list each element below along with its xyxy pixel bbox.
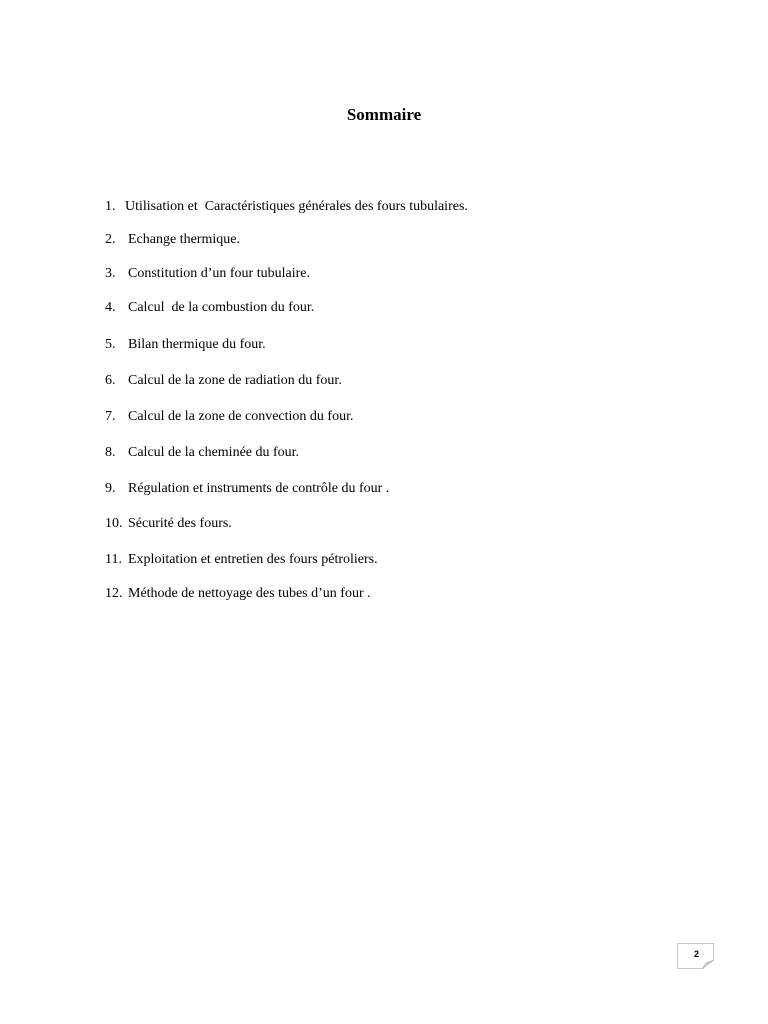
toc-item-number: 9. <box>105 481 116 496</box>
toc-item-number: 5. <box>105 337 116 352</box>
toc-item-text: Bilan thermique du four. <box>128 337 266 352</box>
page-number: 2 <box>693 949 699 959</box>
toc-item-text: Méthode de nettoyage des tubes d’un four . <box>128 586 371 601</box>
toc-item-number: 4. <box>105 300 116 315</box>
toc-item-number: 10. <box>105 516 123 531</box>
toc-item-text: Régulation et instruments de contrôle du four . <box>128 481 390 496</box>
page-title: Sommaire <box>346 105 422 124</box>
toc-item-number: 11. <box>105 552 122 567</box>
toc-item-number: 3. <box>105 266 116 281</box>
toc-item-text: Echange thermique. <box>128 232 240 247</box>
page-curl-icon <box>702 960 714 969</box>
toc-item-text: Calcul de la zone de radiation du four. <box>128 373 342 388</box>
page-number-badge <box>677 943 714 969</box>
toc-item-text: Exploitation et entretien des fours pétroliers. <box>128 552 378 567</box>
toc-item-text: Calcul de la cheminée du four. <box>128 445 300 460</box>
toc-item-text: Utilisation et Caractéristiques générales des fours tubulaires. <box>125 199 468 214</box>
toc-item-number: 6. <box>105 373 116 388</box>
toc-item-text: Calcul de la combustion du four. <box>128 300 315 315</box>
toc-item-number: 12. <box>105 586 123 601</box>
toc-item-number: 2. <box>105 232 116 247</box>
toc-item-text: Sécurité des fours. <box>128 516 232 531</box>
toc-item <box>91 567 371 621</box>
toc-item-number: 7. <box>105 409 116 424</box>
toc-item-number: 8. <box>105 445 116 460</box>
toc-item-text: Calcul de la zone de convection du four. <box>128 409 354 424</box>
toc-item-text: Constitution d’un four tubulaire. <box>128 266 310 281</box>
toc-item-number: 1. <box>105 199 116 214</box>
